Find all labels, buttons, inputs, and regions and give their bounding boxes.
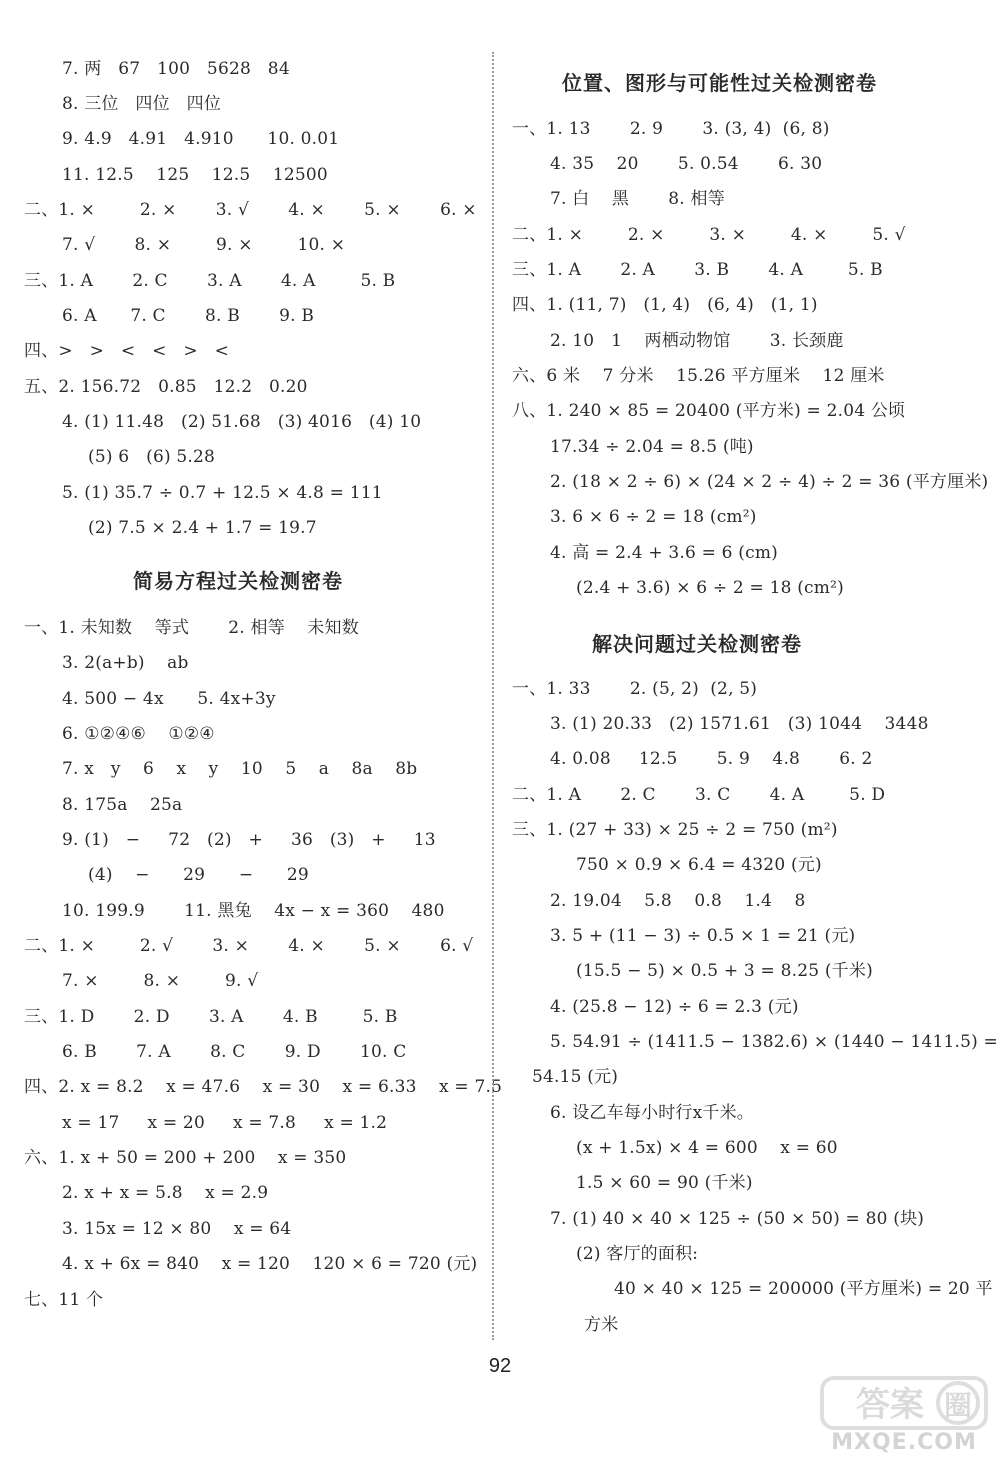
answer-line: 八、1. 240 × 85 = 20400 (平方米) = 2.04 公顷	[512, 401, 906, 421]
svg-text:答案: 答案	[856, 1385, 924, 1425]
answer-line: 2. 19.04 5.8 0.8 1.4 8	[550, 891, 806, 911]
section-heading: 解决问题过关检测密卷	[592, 632, 802, 656]
answer-line: 17.34 ÷ 2.04 = 8.5 (吨)	[550, 437, 754, 457]
answer-line: x = 17 x = 20 x = 7.8 x = 1.2	[62, 1113, 388, 1133]
answer-line: 三、1. A 2. C 3. A 4. A 5. B	[24, 271, 396, 291]
answer-line: 6. B 7. A 8. C 9. D 10. C	[62, 1042, 407, 1062]
answer-line: 一、1. 13 2. 9 3. (3, 4) (6, 8)	[512, 119, 830, 139]
answer-line: 一、1. 未知数 等式 2. 相等 未知数	[24, 618, 359, 638]
answer-line: 10. 199.9 11. 黑兔 4x − x = 360 480	[62, 901, 445, 921]
answer-line: (4) − 29 − 29	[88, 865, 309, 885]
answer-line: 方米	[584, 1315, 619, 1335]
answer-line: 7. √ 8. × 9. × 10. ×	[62, 235, 346, 255]
answer-line: 40 × 40 × 125 = 200000 (平方厘米) = 20 平	[614, 1279, 993, 1299]
answer-line: (x + 1.5x) × 4 = 600 x = 60	[576, 1138, 838, 1158]
answer-line: 三、1. D 2. D 3. A 4. B 5. B	[24, 1007, 398, 1027]
answer-line: 二、1. × 2. × 3. × 4. × 5. √	[512, 225, 906, 245]
answer-line: 四、> > < < > <	[24, 341, 230, 361]
answer-line: 7. x y 6 x y 10 5 a 8a 8b	[62, 759, 418, 779]
answer-line: 3. 6 × 6 ÷ 2 = 18 (cm²)	[550, 507, 757, 527]
answer-line: 6. ①②④⑥ ①②④	[62, 724, 215, 744]
answer-line: 4. 500 − 4x 5. 4x+3y	[62, 689, 276, 709]
svg-text:圈: 圈	[943, 1389, 973, 1422]
answer-line: 四、1. (11, 7) (1, 4) (6, 4) (1, 1)	[512, 295, 818, 315]
answer-line: 二、1. × 2. √ 3. × 4. × 5. × 6. √	[24, 936, 474, 956]
answer-line: 4. 35 20 5. 0.54 6. 30	[550, 154, 823, 174]
answer-line: 3. 15x = 12 × 80 x = 64	[62, 1219, 292, 1239]
answer-line: 5. 54.91 ÷ (1411.5 − 1382.6) × (1440 − 1411.5) =	[550, 1032, 998, 1052]
answer-line: 2. 10 1 两栖动物馆 3. 长颈鹿	[550, 331, 844, 351]
answer-line: 二、1. × 2. × 3. √ 4. × 5. × 6. ×	[24, 200, 477, 220]
answer-line: 4. (1) 11.48 (2) 51.68 (3) 4016 (4) 10	[62, 412, 422, 432]
answer-line: 7. × 8. × 9. √	[62, 971, 259, 991]
answer-line: 二、1. A 2. C 3. C 4. A 5. D	[512, 785, 886, 805]
answer-line: 6. A 7. C 8. B 9. B	[62, 306, 315, 326]
column-divider	[492, 52, 494, 1340]
answer-line: 7. 两 67 100 5628 84	[62, 59, 290, 79]
answer-line: 6. 设乙车每小时行x千米。	[550, 1103, 755, 1123]
answer-line: (2) 7.5 × 2.4 + 1.7 = 19.7	[88, 518, 317, 538]
answer-line: 5. (1) 35.7 ÷ 0.7 + 12.5 × 4.8 = 111	[62, 483, 383, 503]
answer-line: (2.4 + 3.6) × 6 ÷ 2 = 18 (cm²)	[576, 578, 844, 598]
answer-line: 9. (1) − 72 (2) + 36 (3) + 13	[62, 830, 436, 850]
answer-line: 7. 白 黑 8. 相等	[550, 189, 725, 209]
answer-line: 三、1. A 2. A 3. B 4. A 5. B	[512, 260, 883, 280]
answer-line: 9. 4.9 4.91 4.910 10. 0.01	[62, 129, 340, 149]
answer-line: 8. 三位 四位 四位	[62, 94, 222, 114]
answer-line: 54.15 (元)	[532, 1067, 619, 1087]
answer-line: 7. (1) 40 × 40 × 125 ÷ (50 × 50) = 80 (块)	[550, 1209, 925, 1229]
answer-line: 2. x + x = 5.8 x = 2.9	[62, 1183, 269, 1203]
answer-line: 1.5 × 60 = 90 (千米)	[576, 1173, 753, 1193]
answer-line: (5) 6 (6) 5.28	[88, 447, 216, 467]
answer-line: 4. 0.08 12.5 5. 9 4.8 6. 2	[550, 749, 873, 769]
answer-line: (2) 客厅的面积:	[576, 1244, 699, 1264]
answer-line: 3. 5 + (11 − 3) ÷ 0.5 × 1 = 21 (元)	[550, 926, 856, 946]
answer-line: (15.5 − 5) × 0.5 + 3 = 8.25 (千米)	[576, 961, 873, 981]
answer-line: 8. 175a 25a	[62, 795, 183, 815]
answer-line: 七、11 个	[24, 1290, 104, 1310]
answer-line: 3. 2(a+b) ab	[62, 653, 189, 673]
answer-line: 一、1. 33 2. (5, 2) (2, 5)	[512, 679, 758, 699]
section-heading: 简易方程过关检测密卷	[133, 569, 343, 593]
answer-line: 六、6 米 7 分米 15.26 平方厘米 12 厘米	[512, 366, 885, 386]
page-number: 92	[488, 1355, 512, 1377]
answer-line: 五、2. 156.72 0.85 12.2 0.20	[24, 377, 308, 397]
watermark-url: MXQE.COM	[831, 1430, 977, 1455]
answer-line: 11. 12.5 125 12.5 12500	[62, 165, 328, 185]
answer-line: 4. (25.8 − 12) ÷ 6 = 2.3 (元)	[550, 997, 799, 1017]
answer-line: 4. x + 6x = 840 x = 120 120 × 6 = 720 (元)	[62, 1254, 478, 1274]
answer-line: 3. (1) 20.33 (2) 1571.61 (3) 1044 3448	[550, 714, 929, 734]
answer-line: 2. (18 × 2 ÷ 6) × (24 × 2 ÷ 4) ÷ 2 = 36 (平方厘米)	[550, 472, 989, 492]
answer-line: 四、2. x = 8.2 x = 47.6 x = 30 x = 6.33 x = 7.5	[24, 1077, 503, 1097]
answer-line: 六、1. x + 50 = 200 + 200 x = 350	[24, 1148, 347, 1168]
section-heading: 位置、图形与可能性过关检测密卷	[562, 71, 877, 95]
answer-line: 4. 高 = 2.4 + 3.6 = 6 (cm)	[550, 543, 778, 563]
answer-line: 750 × 0.9 × 6.4 = 4320 (元)	[576, 855, 822, 875]
answer-line: 三、1. (27 + 33) × 25 ÷ 2 = 750 (m²)	[512, 820, 838, 840]
